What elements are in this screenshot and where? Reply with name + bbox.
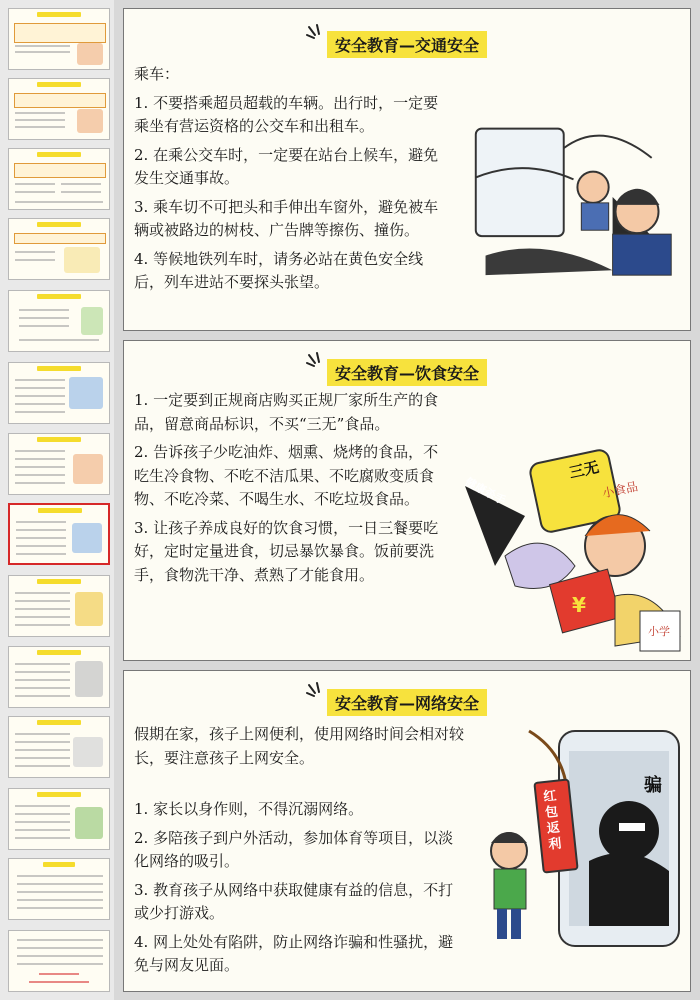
sparkle-icon bbox=[305, 681, 327, 703]
list-item: 1. 不要搭乘超员超载的车辆。出行时，一定要乘坐有营运资格的公交车和出租车。 bbox=[134, 93, 439, 135]
slide-thumbnail-1[interactable] bbox=[8, 8, 110, 70]
slide-thumbnail-13[interactable] bbox=[8, 858, 110, 920]
slide-thumbnail-10[interactable] bbox=[8, 646, 110, 708]
slide-body bbox=[134, 63, 452, 300]
slide-food-safety bbox=[123, 340, 691, 661]
intro-text: 假期在家，孩子上网便利，使用网络时间会相对较长，要注意孩子上网安全。 bbox=[134, 725, 465, 767]
slide-thumbnail-8[interactable] bbox=[8, 503, 110, 565]
slide-body bbox=[134, 389, 452, 592]
slide-title bbox=[327, 31, 487, 58]
slide-title-text: 安全教育—网络安全 bbox=[334, 694, 479, 713]
slide-traffic-safety bbox=[123, 8, 691, 331]
slide-title bbox=[327, 689, 487, 716]
slide-thumbnail-4[interactable] bbox=[8, 218, 110, 280]
slide-thumbnail-2[interactable] bbox=[8, 78, 110, 140]
list-item: 3. 乘车切不可把头和手伸出车窗外，避免被车辆或被路边的树枝、广告牌等擦伤、撞伤。 bbox=[134, 197, 439, 239]
slide-thumbnail-9[interactable] bbox=[8, 575, 110, 637]
sanwu-label: 三无 bbox=[567, 458, 601, 482]
slide-thumbnail-14[interactable] bbox=[8, 930, 110, 992]
slide-thumbnail-panel bbox=[0, 0, 114, 1000]
phone-scam-illustration bbox=[469, 721, 684, 951]
list-item: 2. 告诉孩子少吃油炸、烟熏、烧烤的食品，不吃生冷食物、不吃不洁瓜果、不吃腐败变质食物、不吃冷菜、不喝生水、不吃垃圾食品。 bbox=[134, 443, 439, 508]
slide-title-text: 安全教育—交通安全 bbox=[334, 36, 479, 55]
health-killer-label: 健康杀手 bbox=[462, 475, 508, 508]
sparkle-icon bbox=[305, 23, 327, 45]
snack-label: 小食品 bbox=[601, 479, 640, 501]
slide-thumbnail-11[interactable] bbox=[8, 716, 110, 778]
slide-thumbnail-3[interactable] bbox=[8, 148, 110, 210]
scam-label: 骗 bbox=[644, 775, 662, 796]
list-item: 3. 教育孩子从网络中获取健康有益的信息，不打或少打游戏。 bbox=[134, 880, 454, 922]
list-item: 2. 在乘公交车时，一定要在站台上候车，避免发生交通事故。 bbox=[134, 145, 439, 187]
slide-thumbnail-5[interactable] bbox=[8, 290, 110, 352]
slide-body bbox=[134, 723, 464, 983]
list-item: 3. 让孩子养成良好的饮食习惯，一日三餐要吃好，定时定量进食，切忌暴饮暴食。饭前要洗手，食物洗干净、煮熟了才能食用。 bbox=[134, 518, 439, 584]
slide-thumbnail-7[interactable] bbox=[8, 433, 110, 495]
school-label: 小学 bbox=[648, 625, 670, 638]
bus-window-illustration bbox=[466, 117, 681, 277]
red-packet-label: 红包返利 bbox=[542, 788, 563, 853]
slide-thumbnail-12[interactable] bbox=[8, 788, 110, 850]
list-item: 4. 等候地铁列车时，请务必站在黄色安全线后，列车进站不要探头张望。 bbox=[134, 249, 424, 291]
sparkle-icon bbox=[305, 351, 327, 373]
list-item: 2. 多陪孩子到户外活动，参加体育等项目，以淡化网络的吸引。 bbox=[134, 828, 454, 870]
slide-network-safety bbox=[123, 670, 691, 992]
yen-label: ¥ bbox=[572, 593, 586, 617]
intro-text: 乘车： bbox=[134, 65, 180, 83]
list-item: 4. 网上处处有陷阱，防止网络诈骗和性骚扰，避免与网友见面。 bbox=[134, 932, 454, 974]
list-item: 1. 家长以身作则，不得沉溺网络。 bbox=[134, 800, 364, 818]
list-item: 1. 一定要到正规商店购买正规厂家所生产的食品，留意商品标识，不买“三无”食品。 bbox=[134, 391, 439, 433]
slide-title bbox=[327, 359, 487, 386]
slide-thumbnail-6[interactable] bbox=[8, 362, 110, 424]
slide-title-text: 安全教育—饮食安全 bbox=[334, 364, 479, 383]
